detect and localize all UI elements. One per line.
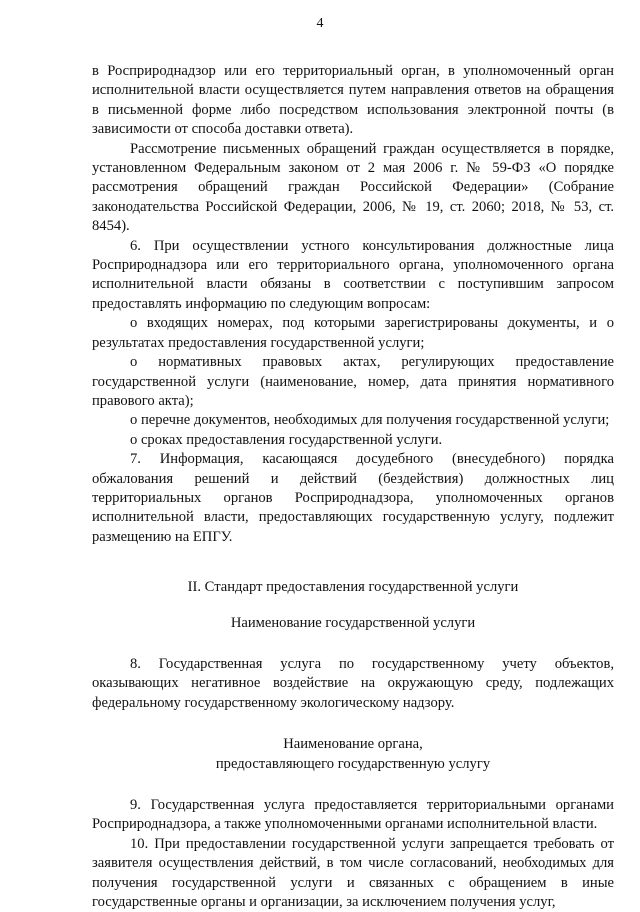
paragraph-8: 8. Государственная услуга по государственному учету объектов, оказывающих негативное воздействие на окружающую среду, подлежащих федеральному государственному экологическому надзору. <box>92 655 614 711</box>
paragraph-6: 6. При осуществлении устного консультирования должностные лица Росприроднадзора или его территориального органа, уполномоченного органа исполнительной власти обязаны в соответствии с поступившим запросом предоставлять информацию по следующим вопросам: <box>92 237 614 312</box>
list-item-documents: о перечне документов, необходимых для получения государственной услуги; <box>130 412 610 429</box>
subtitle-authority-line1: Наименование органа, <box>283 736 423 753</box>
list-item-terms: о сроках предоставления государственной услуги. <box>130 431 443 448</box>
list-item-incoming-numbers: о входящих номерах, под которыми зарегистрированы документы, и о результатах предоставления государственной услуги; <box>92 315 614 351</box>
paragraph-10: 10. При предоставлении государственной услуги запрещается требовать от заявителя осуществления действий, в том числе согласований, необходимых для получения государственной услуги и связанных с обращением в иные государственные органы и организации, за исключением получения услуг, <box>92 835 614 911</box>
paragraph-written-appeals: Рассмотрение письменных обращений граждан осуществляется в порядке, установленном Федеральным законом от 2 мая 2006 г. № 59-ФЗ «О порядке рассмотрения обращений граждан Российской Федерации» (Собрание законодательства Российской Федерации, 2006, № 19, ст. 2060; 2018, № 53, ст. 8454). <box>92 140 614 235</box>
page-number: 4 <box>316 16 324 31</box>
paragraph-9: 9. Государственная услуга предоставляется территориальными органами Росприроднадзора, а также уполномоченными органами исполнительной власти. <box>92 797 614 833</box>
section-title: II. Стандарт предоставления государственной услуги <box>187 579 519 596</box>
subtitle-service-name: Наименование государственной услуги <box>230 614 476 631</box>
document-body <box>92 62 614 912</box>
paragraph-continuation: в Росприроднадзор или его территориальный орган, в уполномоченный орган исполнительной власти осуществляется путем направления ответов на обращения в письменной форме либо посредством использования электронной почты (в зависимости от способа доставки ответа). <box>92 63 614 138</box>
subtitle-authority-line2: предоставляющего государственную услугу <box>215 755 491 772</box>
list-item-legal-acts: о нормативных правовых актах, регулирующих предоставление государственной услуги (наименование, номер, дата принятия нормативного правового акта); <box>92 354 614 409</box>
paragraph-7: 7. Информация, касающаяся досудебного (внесудебного) порядка обжалования решений и действий (бездействия) должностных лиц территориальных органов Росприроднадзора, уполномоченных органов исполнительной власти, предоставляющих государственную услугу, подлежит размещению на ЕПГУ. <box>92 451 614 545</box>
